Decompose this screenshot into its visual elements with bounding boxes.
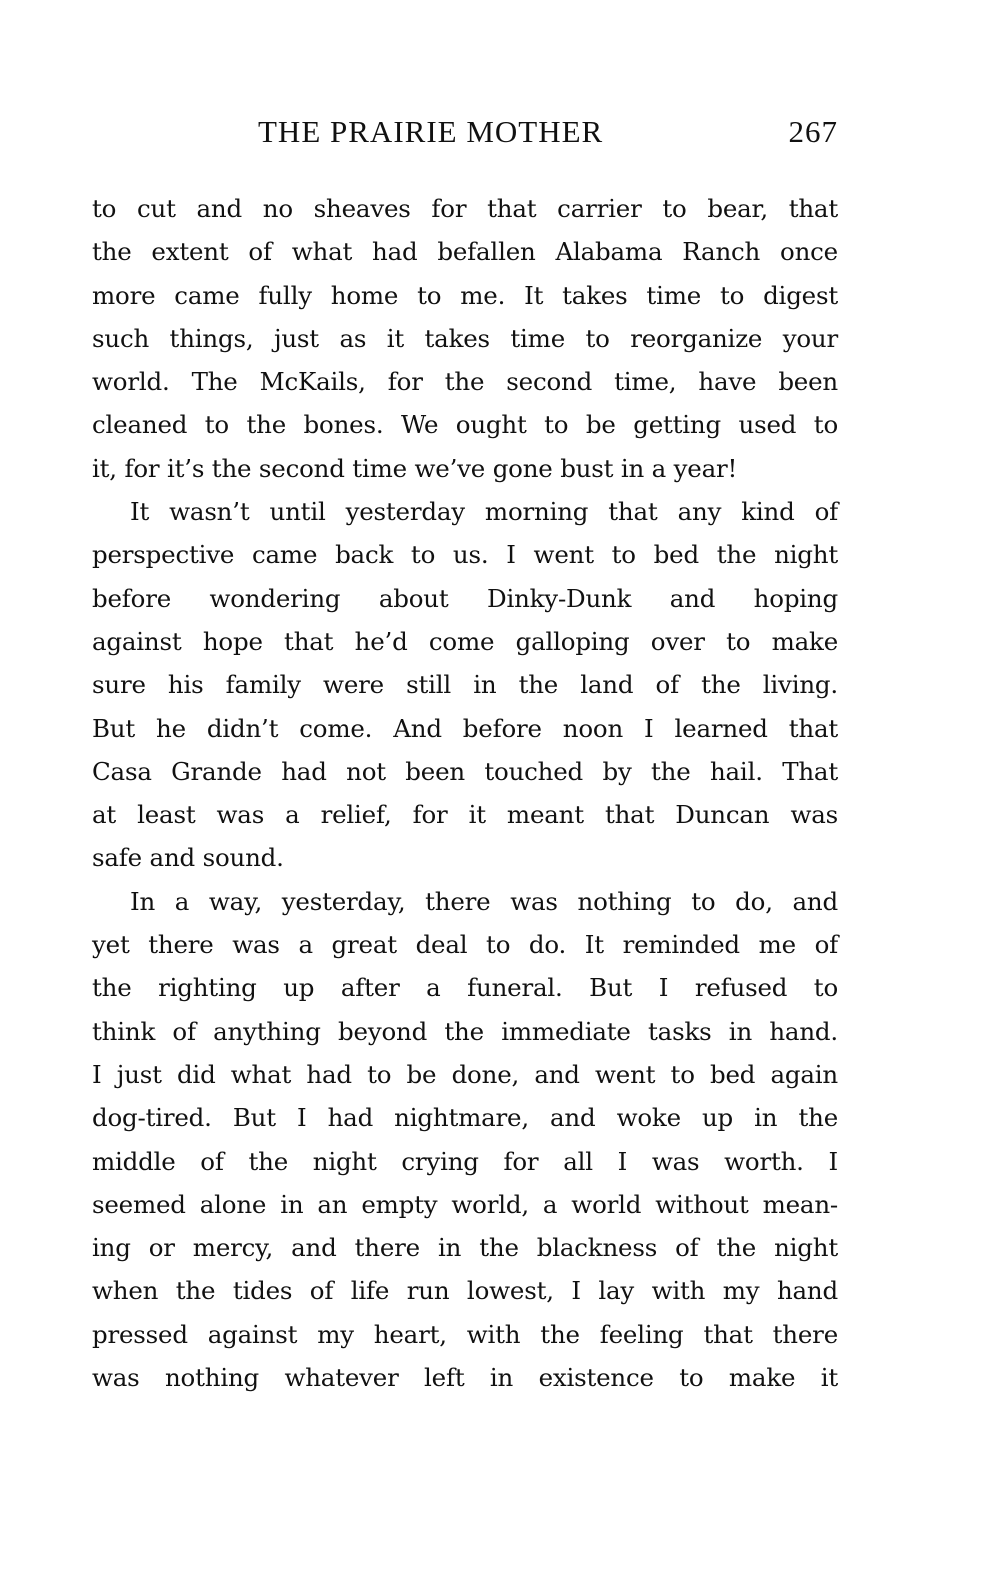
text-line: at least was a relief, for it meant that Duncan was	[92, 800, 838, 830]
text-line: the extent of what had befallen Alabama Ranch once	[92, 237, 838, 267]
text-line: yet there was a great deal to do. It reminded me of	[92, 930, 838, 960]
text-line: dog-tired. But I had nightmare, and woke up in the	[92, 1103, 838, 1133]
text-line: when the tides of life run lowest, I lay with my hand	[92, 1276, 838, 1306]
text-line: In a way, yesterday, there was nothing to do, and	[130, 886, 838, 916]
paragraph-2	[92, 490, 838, 880]
running-title: THE PRAIRIE MOTHER	[258, 114, 604, 149]
text-line: safe and sound.	[92, 843, 284, 873]
text-line: ing or mercy, and there in the blackness of the night	[92, 1233, 838, 1263]
text-line: seemed alone in an empty world, a world without mean-	[92, 1189, 838, 1219]
text-line: sure his family were still in the land of the living.	[92, 670, 838, 700]
text-line: world. The McKails, for the second time, have been	[92, 367, 838, 397]
running-head	[92, 114, 838, 158]
body-text	[92, 187, 838, 1399]
text-line: think of anything beyond the immediate tasks in hand.	[92, 1016, 838, 1046]
text-line: such things, just as it takes time to reorganize your	[92, 323, 838, 353]
text-line: to cut and no sheaves for that carrier to bear, that	[92, 194, 838, 223]
text-line: against hope that he’d come galloping over to make	[92, 626, 838, 656]
text-line: it, for it’s the second time we’ve gone bust in a year!	[92, 453, 738, 483]
text-line: before wondering about Dinky-Dunk and hoping	[92, 583, 838, 613]
text-line: I just did what had to be done, and went to bed again	[92, 1059, 838, 1089]
text-line: perspective came back to us. I went to bed the night	[92, 540, 838, 570]
page-number: 267	[788, 114, 838, 149]
text-line: middle of the night crying for all I was worth. I	[92, 1146, 838, 1176]
text-line: more came fully home to me. It takes time to digest	[92, 280, 838, 310]
text-line: pressed against my heart, with the feeling that there	[92, 1319, 838, 1349]
text-line: the righting up after a funeral. But I refused to	[92, 973, 838, 1003]
text-line: Casa Grande had not been touched by the hail. That	[92, 756, 838, 786]
text-line: cleaned to the bones. We ought to be getting used to	[92, 410, 838, 440]
paragraph-3	[92, 880, 838, 1400]
text-line: But he didn’t come. And before noon I learned that	[92, 713, 838, 743]
text-line: was nothing whatever left in existence to make it	[92, 1363, 838, 1393]
text-line: It wasn’t until yesterday morning that any kind of	[130, 497, 838, 527]
paragraph-1	[92, 187, 838, 490]
